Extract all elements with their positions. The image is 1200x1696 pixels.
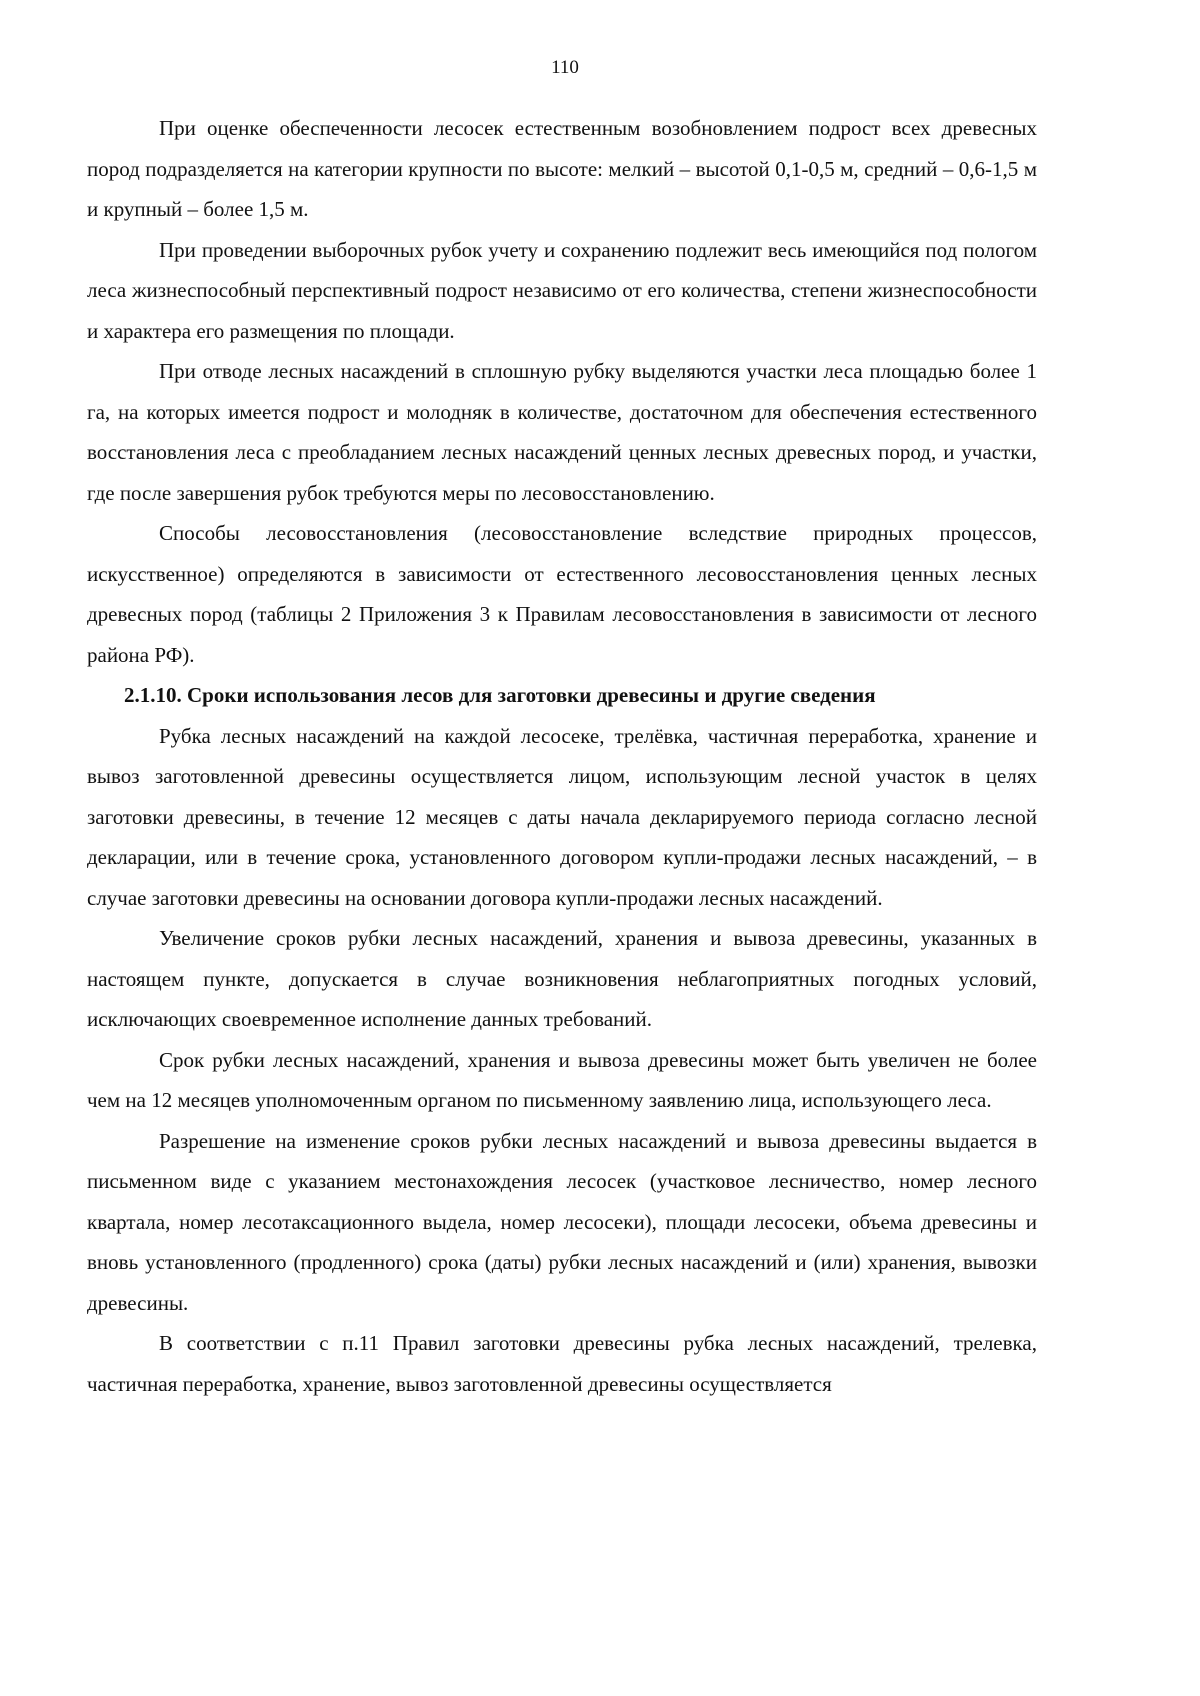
paragraph-harvesting-rules: В соответствии с п.11 Правил заготовки древесины рубка лесных насаждений, трелевка, частичная переработка, хранение, вывоз заготовленной древесины осуществляется	[87, 1331, 1037, 1396]
paragraph-term-extension-weather: Увеличение сроков рубки лесных насаждений, хранения и вывоза древесины, указанных в настоящем пункте, допускается в случае возникновения неблагоприятных погодных условий, исключающих своевременное исполнение данных требований.	[87, 926, 1037, 1031]
paragraph-selective-felling: При проведении выборочных рубок учету и сохранению подлежит весь имеющийся под пологом леса жизнеспособный перспективный подрост независимо от его количества, степени жизнеспособности и характера его размещения по площади.	[87, 237, 1037, 343]
paragraph-undergrowth-categories: При оценке обеспеченности лесосек естественным возобновлением подрост всех древесных пород подразделяется на категории крупности по высоте: мелкий – высотой 0,1-0,5 м, средний – 0,6-1,5 м и крупный – более 1,5 м.	[87, 116, 1037, 221]
paragraph-felling-terms: Рубка лесных насаждений на каждой лесосеке, трелёвка, частичная переработка, хранение и вывоз заготовленной древесины осуществляется лицом, использующим лесной участок в целях заготовки древесины, в течение 12 месяцев с даты начала декларируемого периода согласно лесной декларации, или в течение срока, установленного договором купли-продажи лесных насаждений, – в случае заготовки древесины на основании договора купли-продажи лесных насаждений.	[87, 723, 1037, 910]
paragraph-clear-felling-allotment: При отводе лесных насаждений в сплошную рубку выделяются участки леса площадью более 1 га, на которых имеется подрост и молодняк в количестве, достаточном для обеспечения естественного восстановления леса с преобладанием лесных насаждений ценных лесных древесных пород, и участки, где после завершения рубок требуются меры по лесовосстановлению.	[87, 359, 1037, 505]
section-heading: 2.1.10. Сроки использования лесов для заготовки древесины и другие сведения	[124, 683, 876, 707]
page-body	[87, 108, 1037, 1404]
page-number: 110	[551, 57, 579, 78]
paragraph-term-extension-12-months: Срок рубки лесных насаждений, хранения и вывоза древесины может быть увеличен не более чем на 12 месяцев уполномоченным органом по письменному заявлению лица, использующего леса.	[87, 1047, 1037, 1112]
paragraph-reforestation-methods: Способы лесовосстановления (лесовосстановление вследствие природных процессов, искусственное) определяются в зависимости от естественного лесовосстановления ценных лесных древесных пород (таблицы 2 Приложения 3 к Правилам лесовосстановления в зависимости от лесного района РФ).	[87, 521, 1037, 667]
paragraph-permission-details: Разрешение на изменение сроков рубки лесных насаждений и вывоза древесины выдается в письменном виде с указанием местонахождения лесосек (участковое лесничество, номер лесного квартала, номер лесотаксационного выдела, номер лесосеки), площади лесосеки, объема древесины и вновь установленного (продленного) срока (даты) рубки лесных насаждений и (или) хранения, вывозки древесины.	[87, 1128, 1037, 1315]
